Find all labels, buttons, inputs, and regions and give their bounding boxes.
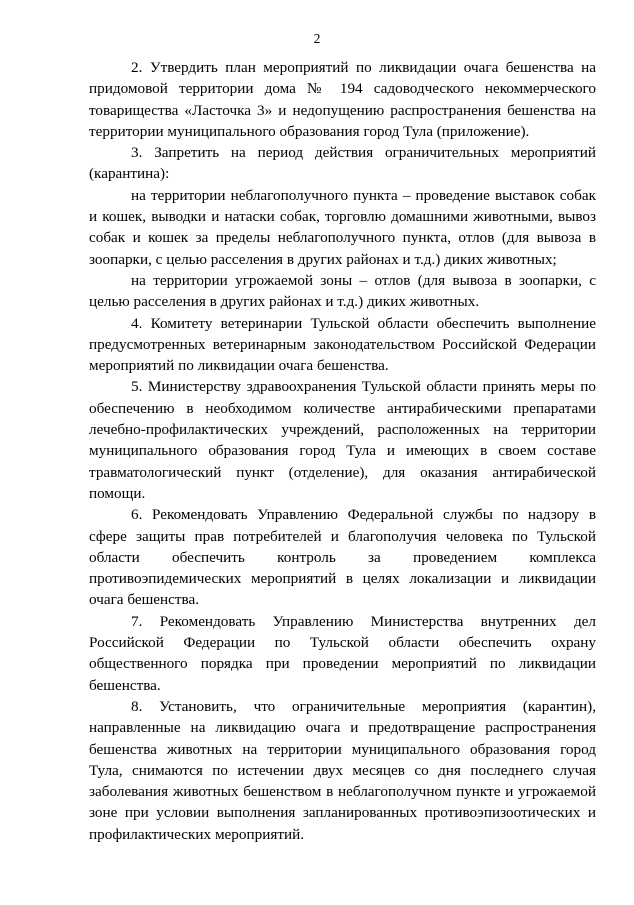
document-body [89, 57, 596, 845]
paragraph-item-5: 5. Министерству здравоохранения Тульской области принять меры по обеспечению в необходимом количестве антирабическими препаратами лечебно-профилактических учреждений, расположенных на территории муниципального образования город Тула и имеющих в своем составе травматологический пункт (отделение), для оказания антирабической помощи. [89, 378, 596, 502]
paragraph-item-6: 6. Рекомендовать Управлению Федеральной службы по надзору в сфере защиты прав потребителей и благополучия человека по Тульской области обеспечить контроль за проведением комплекса противоэпидемических мероприятий в целях локализации и ликвидации очага бешенства. [89, 506, 596, 609]
paragraph-item-4: 4. Комитету ветеринарии Тульской области обеспечить выполнение предусмотренных ветеринарным законодательством Российской Федерации мероприятий по ликвидации очага бешенства. [89, 314, 596, 375]
paragraph-item-8: 8. Установить, что ограничительные мероприятия (карантин), направленные на ликвидацию очага и предотвращение распространения бешенства животных на территории муниципального образования город Тула, снимаются по истечении двух месяцев со дня последнего случая заболевания животных бешенством в неблагополучном пункте и угрожаемой зоне при условии выполнения запланированных противоэпизоотических и профилактических мероприятий. [89, 697, 596, 843]
paragraph-item-2: 2. Утвердить план мероприятий по ликвидации очага бешенства на придомовой территории дома № 194 садоводческого некоммерческого товарищества «Ласточка 3» и недопущению распространения бешенства на территории муниципального образования город Тула (приложение). [89, 59, 596, 140]
page-number: 2 [313, 31, 321, 46]
paragraph-item-3-subitem-1: на территории неблагополучного пункта – проведение выставок собак и кошек, выводки и натаски собак, торговлю домашними животными, вывоз собак и кошек за пределы неблагополучного пункта, отлов (для вывоза в зоопарки, с целью расселения в других районах и т.д.) диких животных; [89, 186, 596, 268]
paragraph-item-3-subitem-2: на территории угрожаемой зоны – отлов (для вывоза в зоопарки, с целью расселения в других районах и т.д.) диких животных. [89, 271, 596, 311]
paragraph-item-3: 3. Запретить на период действия ограничительных мероприятий (карантина): [89, 144, 596, 183]
paragraph-item-7: 7. Рекомендовать Управлению Министерства внутренних дел Российской Федерации по Тульской области обеспечить охрану общественного порядка при проведении мероприятий по ликвидации бешенства. [89, 612, 596, 694]
